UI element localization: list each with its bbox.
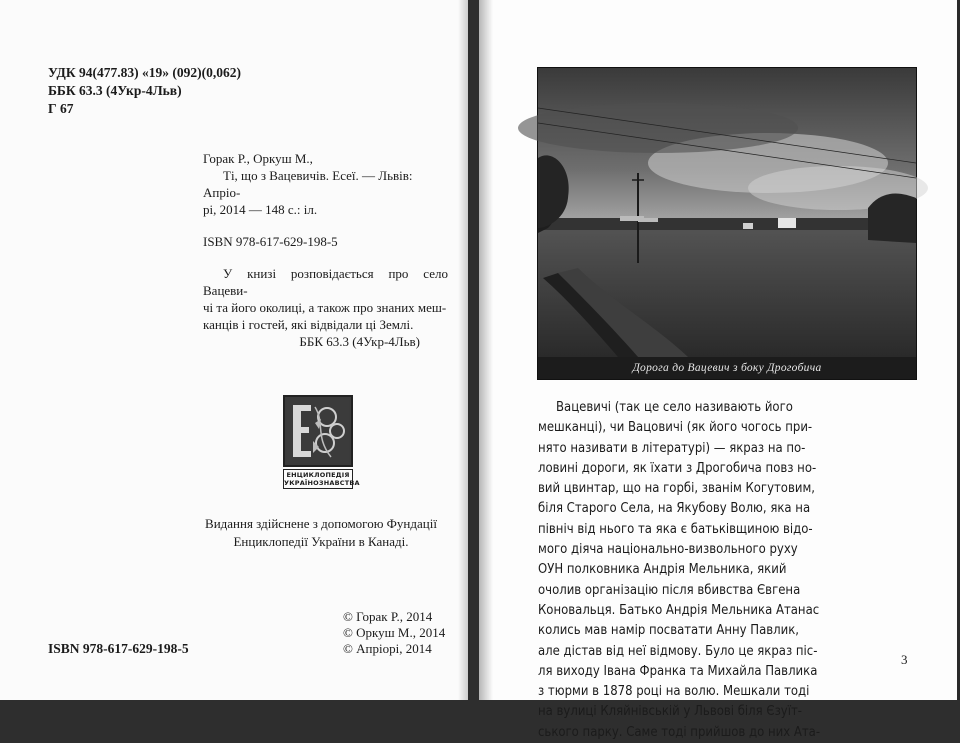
text-line: нято називати в літературі) — якраз на по- <box>538 440 806 456</box>
text-line: але дістав від неї відмову. Було це якраз піс- <box>538 643 818 659</box>
bibliographic-record <box>203 150 448 350</box>
text-line: Вацевичі (так це село називають його <box>556 400 793 415</box>
udk-line: УДК 94(477.83) «19» (092)(0,062) <box>48 65 241 80</box>
right-page <box>479 0 960 740</box>
text-line: з тюрми в 1878 році на волю. Мешкали тоді <box>538 684 810 700</box>
logo-line: ЕНЦИКЛОПЕДІЯ <box>286 471 350 479</box>
annotation <box>203 265 448 350</box>
text-line: ОУН полковника Андрія Мельника, який <box>538 562 787 578</box>
funding-line: Видання здійснене з допомогою Фундації <box>205 516 437 531</box>
left-page <box>0 0 468 700</box>
text-line: ля виходу Івана Франка та Михайла Павлика <box>538 663 818 679</box>
logo-emblem-icon <box>283 395 353 467</box>
text-line: на вулиці Кляйнівській у Львові біля Єзуїт- <box>538 704 802 720</box>
authors: Горак Р., Оркуш М., <box>203 151 313 166</box>
logo-line: УКРАЇНОЗНАВСТВА <box>284 479 360 487</box>
gutter-shadow <box>479 0 493 700</box>
text-line: мешканці), чи Вацовичі (як його чогось при- <box>538 420 813 436</box>
text-line: ловині дороги, як їхати з Дрогобича повз но- <box>538 460 817 476</box>
title-line: Ті, що з Вацевичів. Есеї. — Львів: Апріо- <box>203 168 413 200</box>
text-line: мого діяча національно-визвольного руху <box>538 542 798 558</box>
logo-ornament-icon <box>285 397 351 465</box>
copyright-line: © Оркуш М., 2014 <box>343 625 446 640</box>
title-line: рі, 2014 — 148 с.: іл. <box>203 202 318 217</box>
road-photo-image <box>538 68 916 357</box>
encyclopedia-logo <box>283 395 360 503</box>
body-text <box>538 398 914 743</box>
author-mark: Г 67 <box>48 101 74 116</box>
text-line: Коновальця. Батько Андрія Мельника Атанас <box>538 602 820 618</box>
text-line: очолив організацію після вбивства Євгена <box>538 582 801 598</box>
text-line: колись мав намір посватати Анну Павлик, <box>538 623 799 639</box>
udk-block <box>48 64 241 118</box>
landscape-photo <box>537 67 917 380</box>
text-line: біля Старого Села, на Якубову Волю, яка на <box>538 501 811 517</box>
text-line: вий цвинтар, що на горбі, званім Когутовим, <box>538 481 815 497</box>
copyright-list <box>343 609 445 657</box>
bibliographic-description <box>203 150 448 218</box>
text-line: північ від нього та яка є батьківщиною відо- <box>538 521 813 537</box>
funding-note <box>196 515 446 551</box>
funding-line: Енциклопедії України в Канаді. <box>233 534 409 549</box>
copyright-line: © Горак Р., 2014 <box>343 609 433 624</box>
isbn-bottom: ISBN 978-617-629-198-5 <box>48 641 189 656</box>
isbn: ISBN 978-617-629-198-5 <box>203 234 338 249</box>
annotation-line: канців і гостей, які відвідали ці Землі. <box>203 317 414 332</box>
bbk-line: ББК 63.3 (4Укр-4Льв) <box>48 83 182 98</box>
photo-caption: Дорога до Вацевич з боку Дрогобича <box>538 357 916 379</box>
text-line: ського парку. Саме тоді прийшов до них Ата- <box>538 724 821 740</box>
annotation-line: У книзі розповідається про село Вацеви- <box>203 266 448 298</box>
page-number: 3 <box>901 652 908 667</box>
copyright-line: © Апріорі, 2014 <box>343 641 432 656</box>
annotation-line: чі та його околиці, а також про знаних меш- <box>203 300 447 315</box>
gutter-shadow <box>458 0 468 700</box>
logo-wordmark <box>283 469 360 489</box>
bbk-code: ББК 63.3 (4Укр-4Льв) <box>299 334 420 349</box>
